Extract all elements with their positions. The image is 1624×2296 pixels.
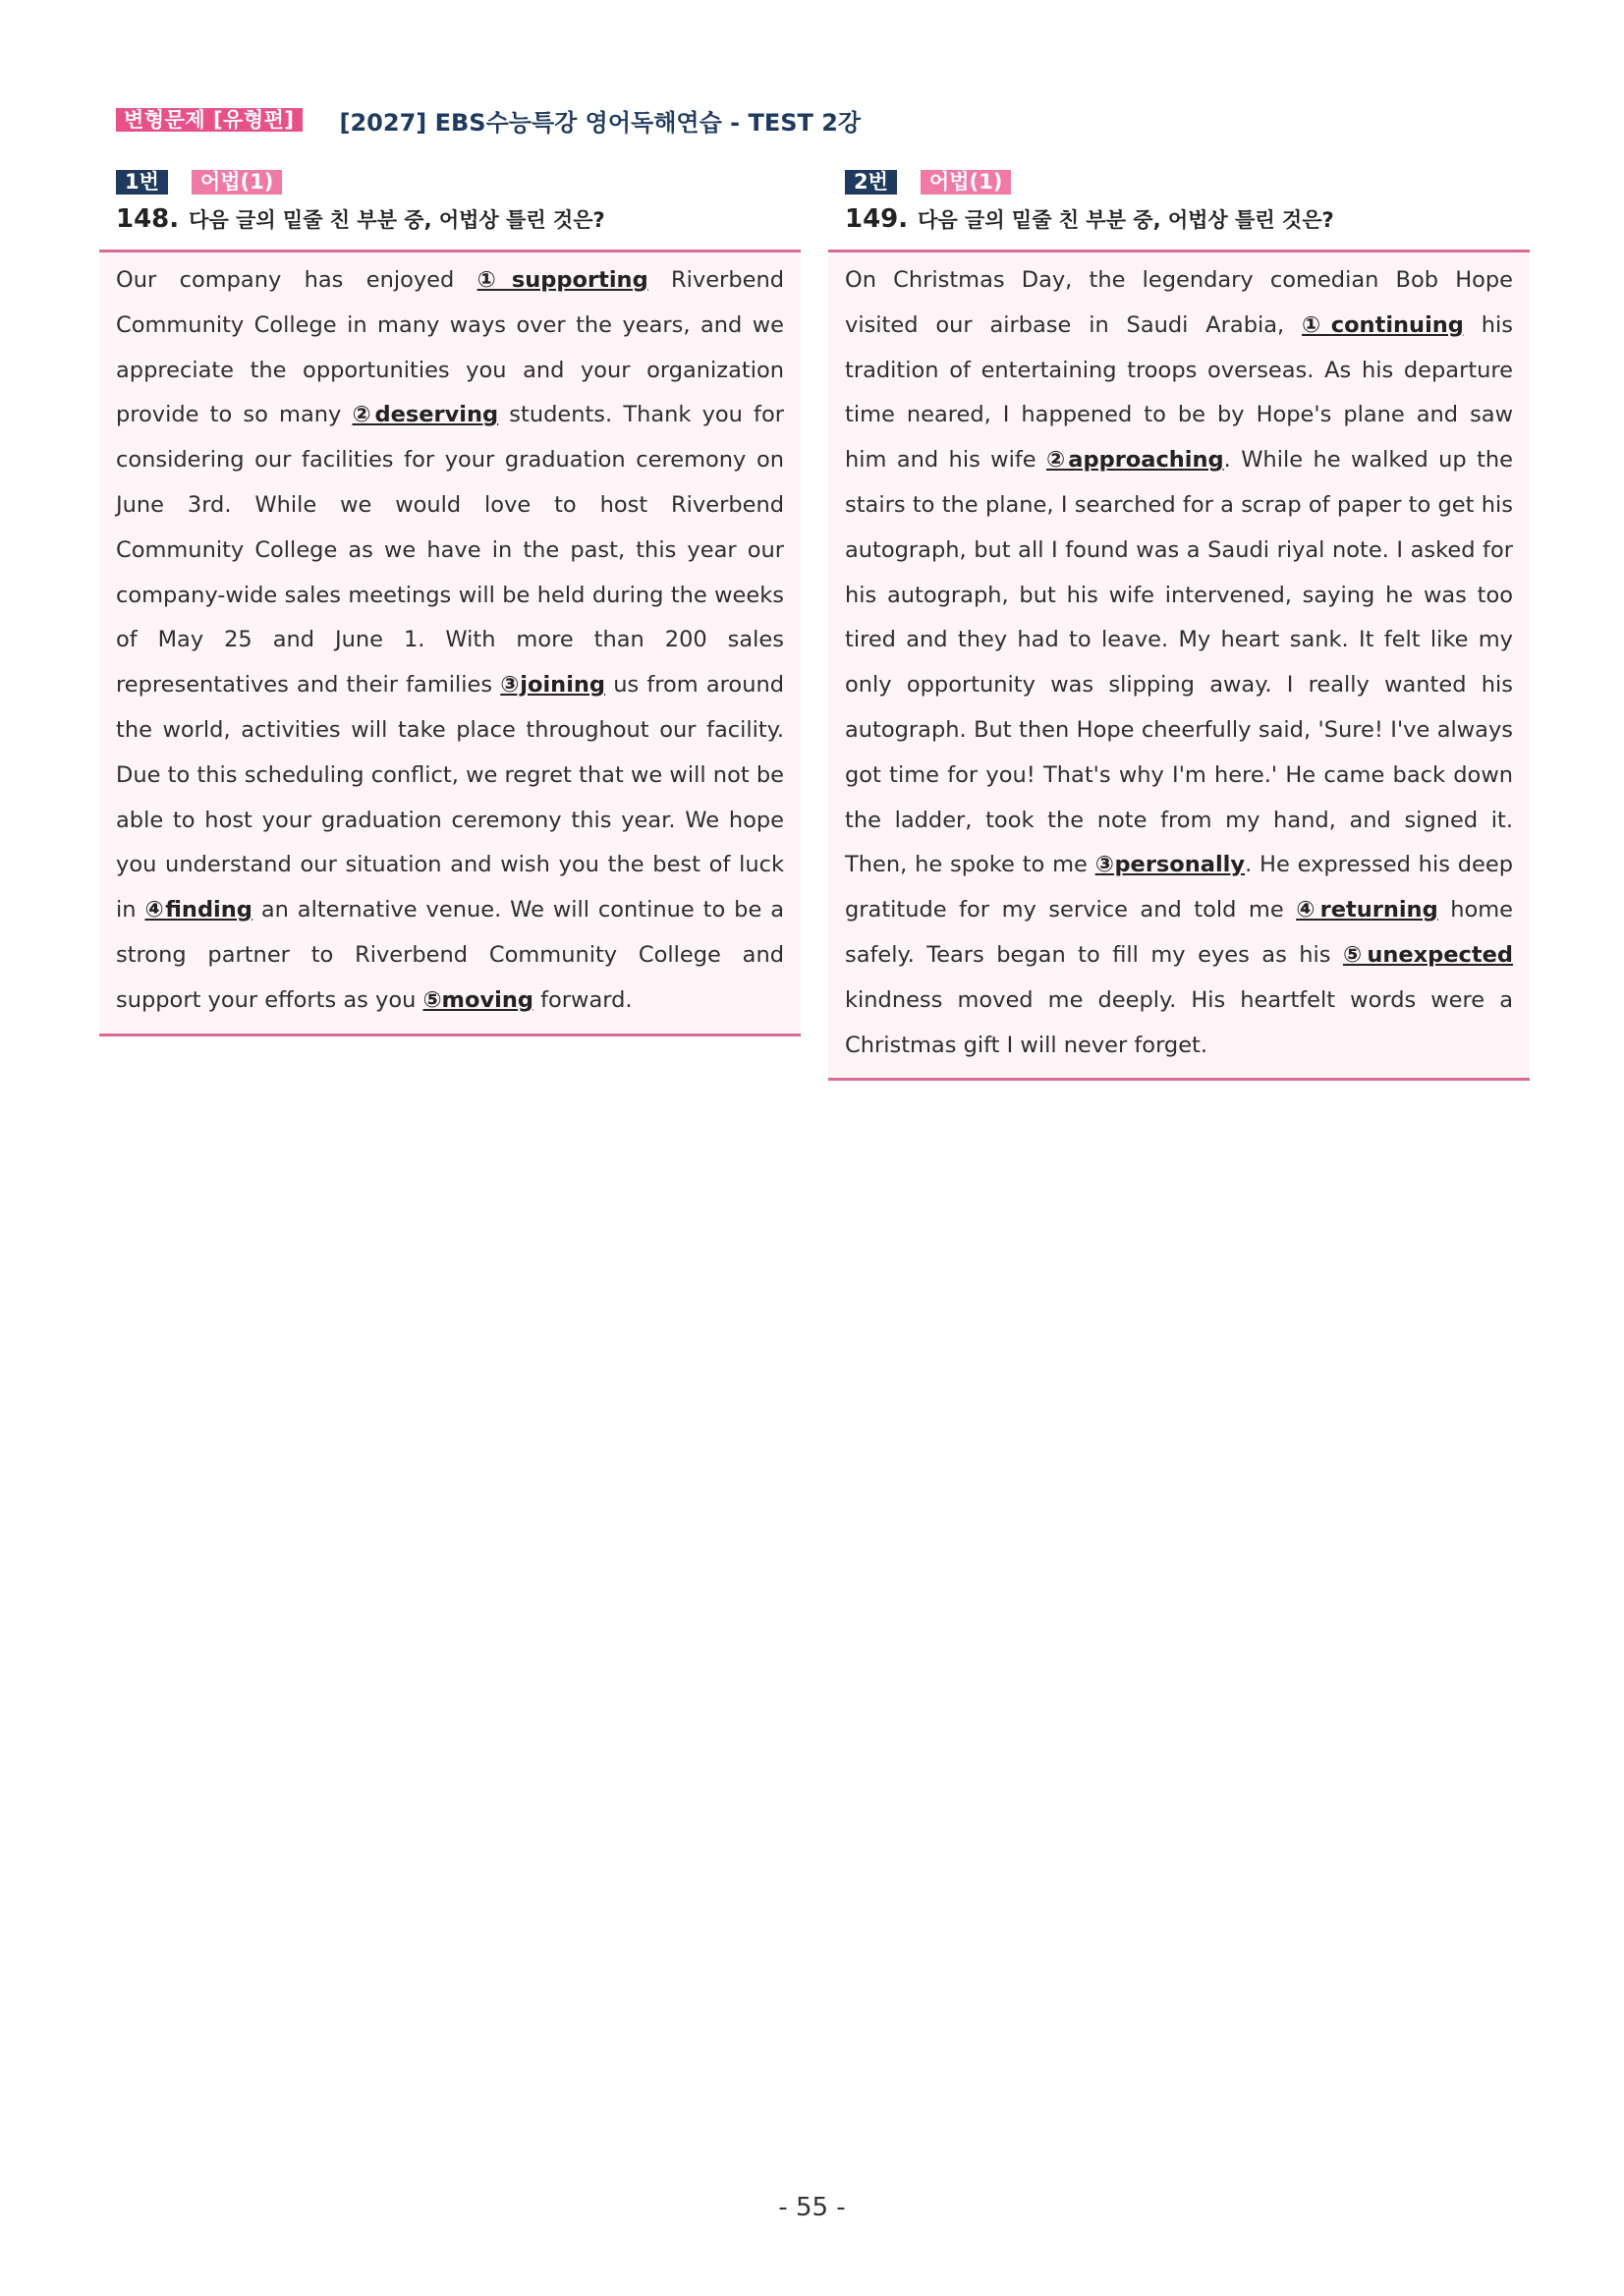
question-category-tag: 어법(1) (921, 170, 1011, 195)
underlined-choice-5: ⑤unexpected (1342, 941, 1513, 968)
underlined-choice-3: ③personally (1094, 852, 1246, 878)
category-badge: 변형문제 [유형편] (116, 108, 303, 132)
question-number-tag: 1번 (116, 170, 168, 195)
passage-segment: . While he walked up the stairs to the plane, I searched for a scrap of paper to get his autograph, but all I found was a Saudi riyal note. I asked for his autograph, but his wife intervened, saying he was too tired and they had to leave. My heart sank. It felt like my only opportunity was slipping away. I really wanted his autograph. But then Hope cheerfully said, 'Sure! I've always got time for you! That's why I'm here.' He came back down the ladder, took the note from my hand, and signed it. Then, he spoke to me (845, 447, 1513, 878)
passage-segment: . He expressed his deep gratitude for my service and told me (845, 852, 1514, 924)
question-tags (116, 169, 801, 195)
question-148 (99, 169, 801, 1036)
passage-segment: home safely. Tears began to fill my eyes as his (845, 897, 1513, 968)
passage-box (828, 250, 1530, 1081)
underlined-choice-2: ②approaching (1046, 447, 1224, 474)
underlined-choice-1: ①continuing (1302, 311, 1464, 338)
page-header (116, 104, 861, 136)
passage-segment: Our company has enjoyed (116, 267, 477, 293)
page-number: - 55 - (778, 2193, 846, 2222)
passage-segment: kindness moved me deeply. His heartfelt words were a Christmas gift I will never forget. (845, 986, 1513, 1058)
underlined-choice-3: ③joining (500, 672, 606, 699)
underlined-choice-1: ①supporting (476, 267, 648, 293)
passage-text (845, 258, 1513, 1068)
question-tags (845, 169, 1530, 195)
underlined-choice-2: ②deserving (352, 402, 499, 428)
question-prompt: 다음 글의 밑줄 친 부분 중, 어법상 틀린 것은? (918, 208, 1334, 232)
passage-text (116, 258, 784, 1024)
question-number: 149. (845, 204, 909, 234)
passage-box (99, 250, 801, 1036)
passage-segment: On Christmas Day, the legendary comedian Bob Hope visited our airbase in Saudi Arabia, (845, 267, 1513, 338)
question-number-tag: 2번 (845, 170, 897, 195)
passage-segment: us from around the world, activities will take place throughout our facility. Due to this scheduling conflict, we regret that we will not be able to host your graduation ceremony this year. We hope you understand our situation and wish you the best of luck in (116, 672, 784, 924)
passage-segment: Riverbend Community College in many ways over the years, and we appreciate the opportunities you and your organization provide to so many (116, 267, 784, 428)
question-prompt: 다음 글의 밑줄 친 부분 중, 어법상 틀린 것은? (189, 208, 605, 232)
passage-segment: his tradition of entertaining troops overseas. As his departure time neared, I happened to be by Hope's plane and saw him and his wife (845, 311, 1513, 474)
passage-segment: forward. (532, 986, 633, 1013)
document-title: [2027] EBS수능특강 영어독해연습 - TEST 2강 (339, 108, 862, 137)
passage-segment: an alternative venue. We will continue to be a strong partner to Riverbend Community College and support your efforts as you (116, 897, 784, 1013)
question-category-tag: 어법(1) (192, 170, 282, 195)
underlined-choice-4: ④finding (144, 897, 252, 924)
question-number: 148. (116, 204, 180, 234)
question-149 (828, 169, 1530, 1081)
question-title (116, 204, 801, 236)
underlined-choice-4: ④returning (1296, 897, 1438, 924)
underlined-choice-5: ⑤moving (422, 986, 533, 1013)
passage-segment: students. Thank you for considering our facilities for your graduation ceremony on June 3rd. While we would love to host Riverbend Community College as we have in the past, this year our company-wide sales meetings will be held during the weeks of May 25 and June 1. With more than 200 sales representatives and their families (116, 402, 784, 699)
question-title (845, 204, 1530, 236)
